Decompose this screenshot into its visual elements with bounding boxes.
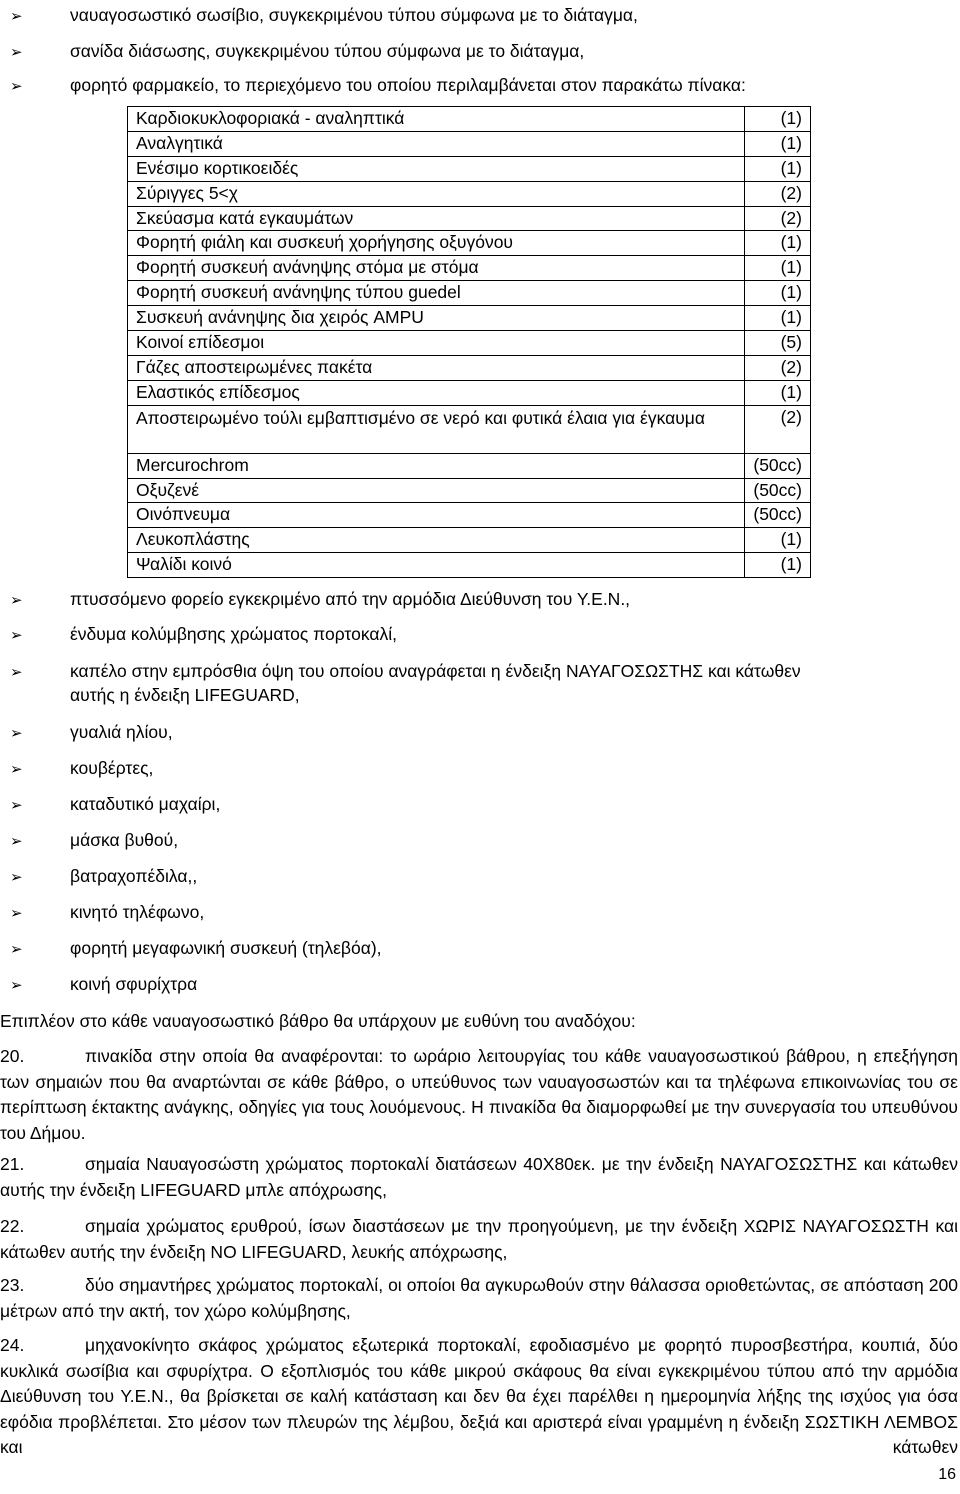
table-row xyxy=(128,503,811,528)
bullet-marker: ➢ xyxy=(10,591,23,609)
table-row xyxy=(128,181,811,206)
table-row xyxy=(128,231,811,256)
paragraph-number: 21. xyxy=(0,1154,25,1174)
bullet-marker: ➢ xyxy=(10,868,23,886)
table-cell-item: Συσκευή ανάνηψης δια χειρός AMPU xyxy=(128,306,745,331)
table-row xyxy=(128,331,811,356)
table-row xyxy=(128,306,811,331)
table-cell-item: Οξυζενέ xyxy=(128,478,745,503)
numbered-paragraph xyxy=(0,1333,958,1461)
paragraph-text: δύο σημαντήρες χρώματος πορτοκαλί, οι οποίοι θα αγκυρωθούν στην θάλασσα οριοθετώντας, σε απόσταση 200 μέτρων από την ακτή, τον χώρο κολύμβησης, xyxy=(0,1275,958,1321)
table-row xyxy=(128,355,811,380)
bullet-item: ναυαγοσωστικό σωσίβιο, συγκεκριμένου τύπου σύμφωνα με το διάταγμα, xyxy=(70,5,638,25)
table-cell-qty: (1) xyxy=(745,231,811,256)
table-cell-item: Οινόπνευμα xyxy=(128,503,745,528)
bullet-item: μάσκα βυθού, xyxy=(70,830,179,850)
table-cell-qty: (2) xyxy=(745,181,811,206)
table-cell-item: Φορητή φιάλη και συσκευή χορήγησης οξυγόνου xyxy=(128,231,745,256)
table-cell-qty: (50cc) xyxy=(745,478,811,503)
table-row xyxy=(128,281,811,306)
table-cell-qty: (50cc) xyxy=(745,503,811,528)
table-row xyxy=(128,453,811,478)
table-cell-qty: (50cc) xyxy=(745,453,811,478)
bullet-marker: ➢ xyxy=(10,724,23,742)
table-cell-item: Σύριγγες 5<χ xyxy=(128,181,745,206)
table-cell-item: Καρδιοκυκλοφοριακά - αναληπτικά xyxy=(128,107,745,132)
first-aid-kit-table xyxy=(127,106,811,578)
table-row xyxy=(128,553,811,578)
table-row xyxy=(128,256,811,281)
table-cell-qty: (1) xyxy=(745,528,811,553)
bullet-marker: ➢ xyxy=(10,976,23,994)
table-cell-qty: (1) xyxy=(745,306,811,331)
table-cell-item: Ψαλίδι κοινό xyxy=(128,553,745,578)
bullet-item: βατραχοπέδιλα,, xyxy=(70,866,198,886)
numbered-paragraph xyxy=(0,1214,958,1265)
paragraph-number: 24. xyxy=(0,1335,25,1355)
table-cell-item: Φορητή συσκευή ανάνηψης στόμα με στόμα xyxy=(128,256,745,281)
table-cell-qty: (1) xyxy=(745,281,811,306)
bullet-item: κουβέρτες, xyxy=(70,758,154,778)
table-row xyxy=(128,380,811,405)
bullet-marker: ➢ xyxy=(10,940,23,958)
table-cell-qty: (1) xyxy=(745,380,811,405)
table-cell-item: Ενέσιμο κορτικοειδές xyxy=(128,156,745,181)
table-row xyxy=(128,156,811,181)
bullet-marker: ➢ xyxy=(10,832,23,850)
table-row xyxy=(128,107,811,132)
table-row xyxy=(128,405,811,453)
bullet-marker: ➢ xyxy=(10,626,23,644)
table-cell-qty: (1) xyxy=(745,553,811,578)
numbered-paragraph xyxy=(0,1044,958,1146)
table-row xyxy=(128,131,811,156)
bullet-marker: ➢ xyxy=(10,663,23,681)
table-cell-qty: (2) xyxy=(745,206,811,231)
table-cell-item: Λευκοπλάστης xyxy=(128,528,745,553)
table-cell-qty: (1) xyxy=(745,131,811,156)
paragraph-text: σημαία Ναυαγοσώστη χρώματος πορτοκαλί διατάσεων 40Χ80εκ. με την ένδειξη ΝΑΥΑΓΟΣΩΣΤΗΣ και κάτωθεν αυτής την ένδειξη LIFEGUARD μπλε απόχρωσης, xyxy=(0,1154,958,1200)
table-cell-item: Σκεύασμα κατά εγκαυμάτων xyxy=(128,206,745,231)
table-cell-item: Mercurochrom xyxy=(128,453,745,478)
table-cell-item: Κοινοί επίδεσμοι xyxy=(128,331,745,356)
table-cell-qty: (1) xyxy=(745,107,811,132)
bullet-marker: ➢ xyxy=(10,796,23,814)
page-number: 16 xyxy=(938,1466,956,1483)
bullet-item-continued: αυτής η ένδειξη LIFEGUARD, xyxy=(70,685,300,705)
bullet-item: καταδυτικό μαχαίρι, xyxy=(70,794,221,814)
bullet-item: κινητό τηλέφωνο, xyxy=(70,902,205,922)
bullet-marker: ➢ xyxy=(10,43,23,61)
bullet-item: κοινή σφυρίχτρα xyxy=(70,974,198,994)
paragraph-text: πινακίδα στην οποία θα αναφέρονται: το ωράριο λειτουργίας του κάθε ναυαγοσωστικού βάθρου, η επεξήγηση των σημαιών που θα αναρτώνται σε κάθε βάθρο, ο υπεύθυνος των ναυαγοσωστών και τα τηλέφωνα επικοινωνίας του σε περίπτωση έκτακτης ανάγκης, οδηγίες για τους λουόμενους. Η πινακίδα θα διαμορφωθεί με την συνεργασία του υπευθύνου του Δήμου. xyxy=(0,1046,958,1143)
table-cell-qty: (1) xyxy=(745,156,811,181)
table-cell-item: Φορητή συσκευή ανάνηψης τύπου guedel xyxy=(128,281,745,306)
table-row xyxy=(128,528,811,553)
table-cell-qty: (2) xyxy=(745,355,811,380)
bullet-marker: ➢ xyxy=(10,904,23,922)
paragraph-number: 22. xyxy=(0,1216,25,1236)
table-row xyxy=(128,478,811,503)
table-cell-item: Αποστειρωμένο τούλι εμβαπτισμένο σε νερό και φυτικά έλαια για έγκαυμα xyxy=(128,405,745,453)
table-cell-qty: (1) xyxy=(745,256,811,281)
bullet-item: φορητή μεγαφωνική συσκευή (τηλεβόα), xyxy=(70,938,382,958)
table-cell-qty: (5) xyxy=(745,331,811,356)
bullet-marker: ➢ xyxy=(10,760,23,778)
bullet-item: καπέλο στην εμπρόσθια όψη του οποίου αναγράφεται η ένδειξη ΝΑΥΑΓΟΣΩΣΤΗΣ και κάτωθεν xyxy=(70,661,801,681)
numbered-paragraph xyxy=(0,1152,958,1203)
numbered-paragraph xyxy=(0,1273,958,1324)
table-cell-item: Γάζες αποστειρωμένες πακέτα xyxy=(128,355,745,380)
bullet-item: ένδυμα κολύμβησης χρώματος πορτοκαλί, xyxy=(70,624,397,644)
table-row xyxy=(128,206,811,231)
table-cell-item: Αναλγητικά xyxy=(128,131,745,156)
paragraph-number: 23. xyxy=(0,1275,25,1295)
table-cell-item: Ελαστικός επίδεσμος xyxy=(128,380,745,405)
paragraph-number: 20. xyxy=(0,1046,25,1066)
intro-text: Επιπλέον στο κάθε ναυαγοσωστικό βάθρο θα υπάρχουν με ευθύνη του αναδόχου: xyxy=(0,1011,636,1031)
bullet-marker: ➢ xyxy=(10,77,23,95)
bullet-marker: ➢ xyxy=(10,7,23,25)
bullet-item: σανίδα διάσωσης, συγκεκριμένου τύπου σύμφωνα με το διάταγμα, xyxy=(70,41,585,61)
bullet-item: φορητό φαρμακείο, το περιεχόμενο του οποίου περιλαμβάνεται στον παρακάτω πίνακα: xyxy=(70,75,746,95)
bullet-item: πτυσσόμενο φορείο εγκεκριμένο από την αρμόδια Διεύθυνση του Υ.Ε.Ν., xyxy=(70,589,631,609)
paragraph-text: μηχανοκίνητο σκάφος χρώματος εξωτερικά πορτοκαλί, εφοδιασμένο με φορητό πυροσβεστήρα, κουπιά, δύο κυκλικά σωσίβια και σφυρίχτρα. Ο εξοπλισμός του κάθε μικρού σκάφους θα είναι εγκεκριμένου τύπου από την αρμόδια Διεύθυνση του Υ.Ε.Ν., θα βρίσκεται σε καλή κατάσταση και δεν θα έχει παρέλθει η ημερομηνία λήξης της ισχύος για όσα εφόδια προβλέπεται. Στο μέσον των πλευρών της λέμβου, δεξιά και αριστερά είναι γραμμένη η ένδειξη ΣΩΣΤΙΚΗ ΛΕΜΒΟΣ και κάτωθεν xyxy=(0,1335,958,1457)
bullet-item: γυαλιά ηλίου, xyxy=(70,722,173,742)
table-cell-qty: (2) xyxy=(745,405,811,453)
paragraph-text: σημαία χρώματος ερυθρού, ίσων διαστάσεων με την προηγούμενη, με την ένδειξη ΧΩΡΙΣ ΝΑΥΑΓΟΣΩΣΤΗ και κάτωθεν αυτής την ένδειξη NO LIFEGUARD, λευκής απόχρωσης, xyxy=(0,1216,958,1262)
